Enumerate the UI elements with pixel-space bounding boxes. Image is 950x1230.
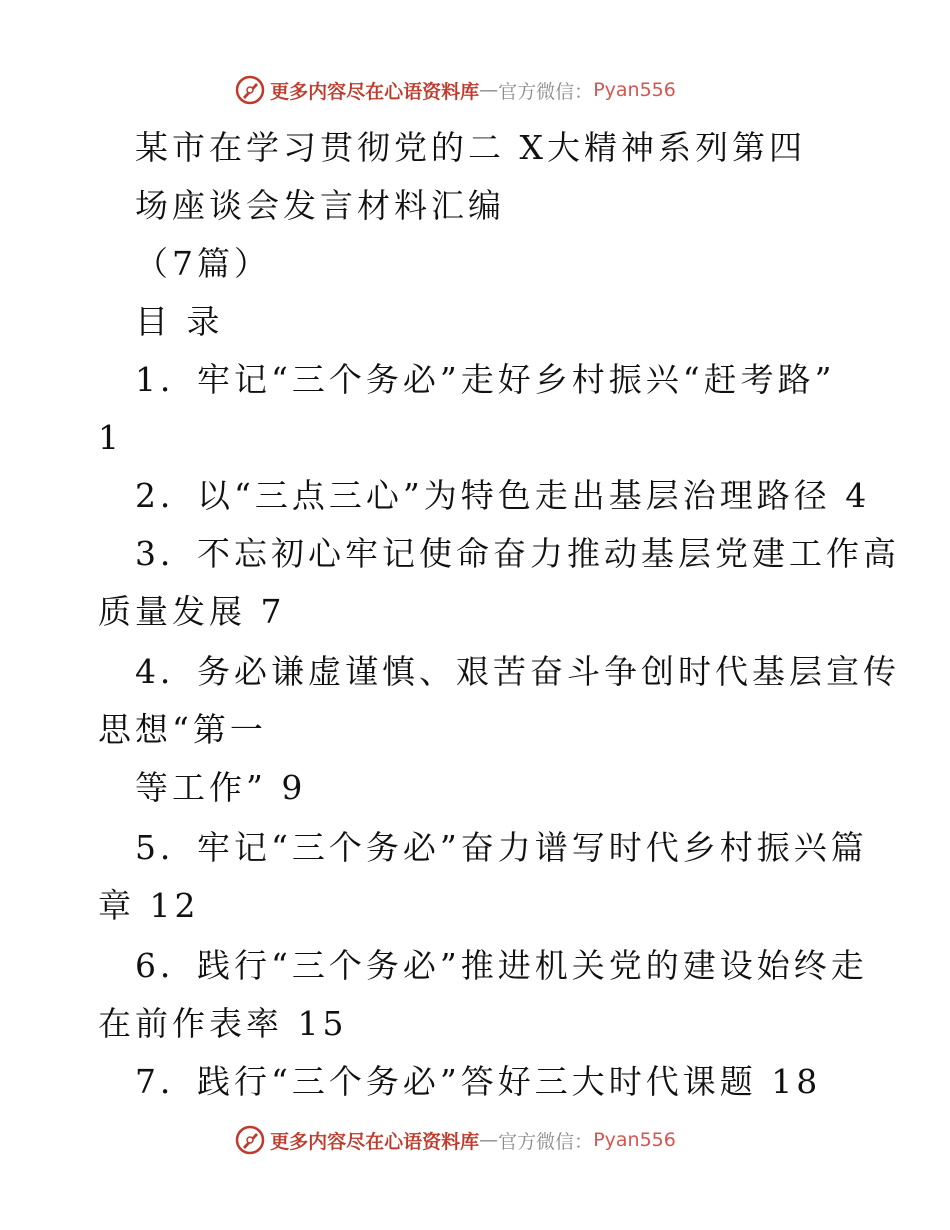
watermark-wechat-id: Pyan556	[593, 79, 676, 101]
quill-logo-icon	[234, 74, 266, 106]
watermark-separator: —	[479, 1129, 499, 1151]
toc-item-5: 5．牢记“三个务必”奋力谱写时代乡村振兴篇	[135, 828, 868, 867]
toc-item-1-page: 1	[98, 418, 123, 457]
toc-item-3: 3．不忘初心牢记使命奋力推动基层党建工作高	[135, 534, 900, 573]
toc-item-4-cont: 思想“第一	[98, 710, 267, 749]
quill-logo-icon	[234, 1124, 266, 1156]
watermark-text: 更多内容尽在心语资料库	[270, 80, 480, 103]
toc-item-5-cont: 章 12	[98, 886, 200, 925]
document-count: （7篇）	[135, 244, 271, 283]
toc-item-4: 4．务必谦虚谨慎、艰苦奋斗争创时代基层宣传	[135, 652, 900, 691]
toc-heading: 目 录	[135, 302, 224, 341]
watermark-separator: —	[479, 79, 499, 101]
watermark-wechat-id: Pyan556	[593, 1129, 676, 1151]
toc-item-1: 1．牢记“三个务必”走好乡村振兴“赶考路”	[135, 360, 836, 399]
toc-item-6-cont: 在前作表率 15	[98, 1004, 348, 1043]
watermark-text: 更多内容尽在心语资料库	[270, 1130, 480, 1153]
toc-item-3-cont: 质量发展 7	[98, 592, 286, 631]
toc-item-7: 7．践行“三个务必”答好三大时代课题 18	[135, 1062, 822, 1101]
document-title-line-1: 某市在学习贯彻党的二 X大精神系列第四	[135, 128, 806, 167]
toc-item-2: 2．以“三点三心”为特色走出基层治理路径 4	[135, 476, 871, 515]
footer-watermark	[0, 1120, 950, 1160]
toc-item-6: 6．践行“三个务必”推进机关党的建设始终走	[135, 946, 868, 985]
watermark-wechat-label: 官方微信：	[498, 1130, 594, 1153]
watermark-wechat-label: 官方微信：	[498, 80, 594, 103]
header-watermark	[0, 70, 950, 110]
document-title-line-2: 场座谈会发言材料汇编	[135, 186, 505, 225]
toc-item-4-cont-2: 等工作” 9	[135, 768, 307, 807]
